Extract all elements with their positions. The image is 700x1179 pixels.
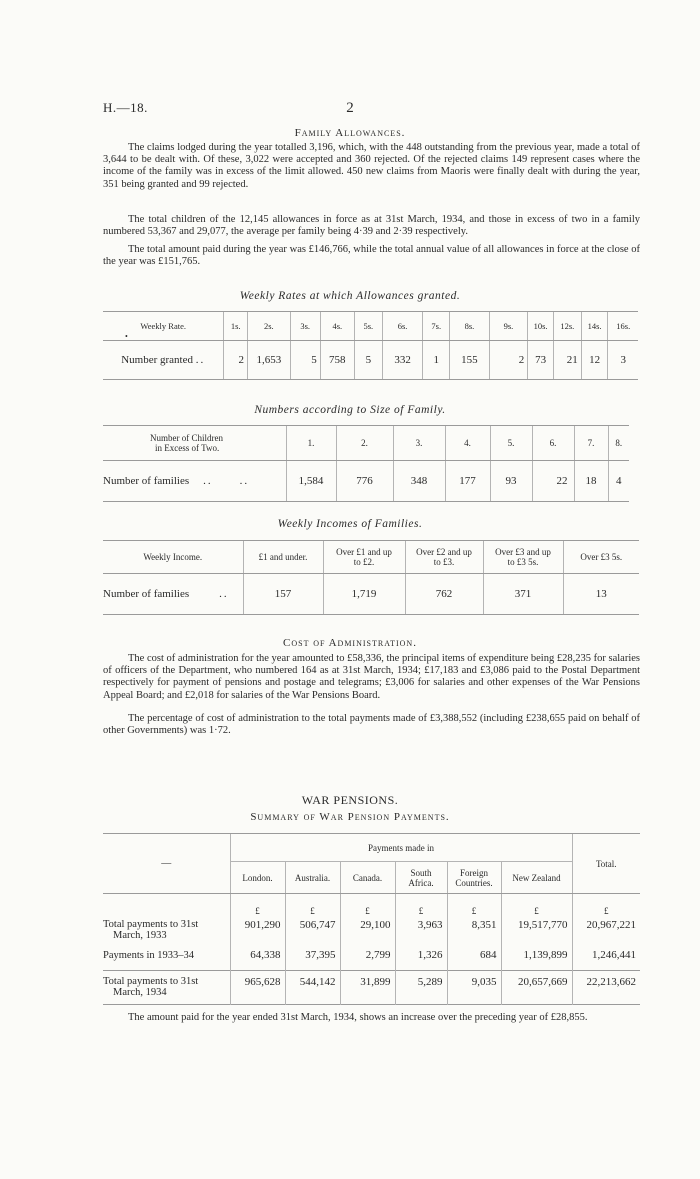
size-column-header: 1. (286, 426, 336, 461)
group-header-row (103, 834, 640, 862)
weekly-rates-title: Weekly Rates at which Allowances granted. (239, 290, 461, 302)
rate-column-header: 3s. (290, 312, 320, 341)
london-value: 901,290 (230, 916, 285, 941)
total-value: 1,246,441 (572, 941, 640, 971)
children-excess-header: Number of Children in Excess of Two. (103, 426, 286, 461)
war-pension-payments-table (103, 833, 640, 1005)
rate-value: 2 (224, 341, 248, 380)
new-zealand-header: New Zealand (501, 862, 572, 894)
rate-column-header: 2s. (247, 312, 290, 341)
page-number: 2 (346, 100, 354, 116)
row-label: Total payments to 31st March, 1934 (103, 976, 199, 998)
weekly-incomes-header-row (103, 541, 639, 574)
income-column-header: Over £1 and up to £2. (323, 541, 405, 574)
income-value: 762 (405, 574, 483, 615)
family-allowances-title: Family Allowances. (294, 127, 406, 139)
size-column-header: 7. (574, 426, 608, 461)
size-value: 1,584 (286, 461, 336, 502)
australia-header: Australia. (285, 862, 340, 894)
row-label: Total payments to 31st March, 1933 (103, 918, 199, 941)
london-value: 965,628 (230, 971, 285, 1005)
size-value: 93 (490, 461, 532, 502)
rate-value: 1,653 (247, 341, 290, 380)
table-row (103, 941, 640, 971)
rate-column-header: 9s. (489, 312, 528, 341)
rate-value: 5 (354, 341, 382, 380)
new-zealand-value: 1,139,899 (501, 941, 572, 971)
rate-value: 12 (581, 341, 608, 380)
foreign-countries-value: 8,351 (447, 916, 501, 941)
size-column-header: 4. (445, 426, 490, 461)
table-row (103, 916, 640, 941)
weekly-rates-header-row (103, 312, 638, 341)
weekly-incomes-data-row (103, 574, 639, 615)
war-pensions-subtitle: Summary of War Pension Payments. (250, 811, 450, 823)
total-header: Total. (572, 834, 640, 894)
income-column-header: Over £3 5s. (563, 541, 639, 574)
rate-column-header: 8s. (450, 312, 490, 341)
rate-value: 332 (382, 341, 423, 380)
war-pensions-title: WAR PENSIONS. (301, 793, 399, 807)
australia-value: 506,747 (285, 916, 340, 941)
number-of-families-label: Number of families .. (103, 574, 243, 615)
family-size-table (103, 425, 629, 502)
rate-value: 1 (423, 341, 450, 380)
total-value: 20,967,221 (572, 916, 640, 941)
australia-value: 544,142 (285, 971, 340, 1005)
size-column-header: 6. (532, 426, 574, 461)
currency-symbol: £ (395, 894, 447, 916)
rate-column-header: 7s. (423, 312, 450, 341)
rate-column-header: 6s. (382, 312, 423, 341)
weekly-incomes-title: Weekly Incomes of Families. (277, 518, 423, 530)
blank-header: — (103, 834, 230, 894)
number-granted-label: Number granted .. (103, 341, 224, 380)
new-zealand-value: 19,517,770 (501, 916, 572, 941)
size-value: 18 (574, 461, 608, 502)
rate-column-header: 5s. (354, 312, 382, 341)
rate-value: 5 (290, 341, 320, 380)
currency-symbol: £ (230, 894, 285, 916)
cost-of-administration-paragraph-2: The percentage of cost of administration to the total payments made of £3,388,552 (including £238,655 paid on behalf of other Governments) was 1·72. (103, 713, 640, 737)
weekly-rates-table (103, 311, 638, 380)
rate-value: 758 (320, 341, 354, 380)
row-label: Payments in 1933–34 (103, 949, 194, 961)
foreign-countries-value: 684 (447, 941, 501, 971)
income-value: 1,719 (323, 574, 405, 615)
weekly-rates-data-row (103, 341, 638, 380)
size-column-header: 5. (490, 426, 532, 461)
family-size-header-row (103, 426, 629, 461)
weekly-income-header: Weekly Income. (103, 541, 243, 574)
currency-symbol: £ (340, 894, 395, 916)
size-column-header: 8. (608, 426, 629, 461)
income-value: 157 (243, 574, 323, 615)
size-value: 776 (336, 461, 393, 502)
size-column-header: 3. (393, 426, 445, 461)
document-reference: H.—18. (103, 100, 148, 115)
size-value: 22 (532, 461, 574, 502)
rate-column-header: 16s. (608, 312, 638, 341)
australia-value: 37,395 (285, 941, 340, 971)
rate-value: 2 (489, 341, 528, 380)
foreign-countries-value: 9,035 (447, 971, 501, 1005)
weekly-rate-header: Weekly Rate. (103, 312, 224, 341)
currency-symbol: £ (285, 894, 340, 916)
foreign-countries-header: Foreign Countries. (447, 862, 501, 894)
currency-row (103, 894, 640, 916)
size-value: 177 (445, 461, 490, 502)
income-column-header: Over £2 and up to £3. (405, 541, 483, 574)
family-allowances-paragraph-1: The claims lodged during the year totalled 3,196, which, with the 448 outstanding from the previous year, made a total of 3,644 to be dealt with. Of these, 3,022 were accepted and 360 rejected. Of the rejected claims 149 represent cases where the income of the family was in excess of the limit allowed. 450 new claims from Maoris were finally dealt with during the year, 351 being granted and 99 rejected. (103, 142, 640, 190)
currency-symbol: £ (501, 894, 572, 916)
cost-of-administration-title: Cost of Administration. (283, 637, 417, 649)
weekly-incomes-table (103, 540, 639, 615)
family-size-data-row (103, 461, 629, 502)
rate-column-header: 1s. (224, 312, 248, 341)
cost-of-administration-paragraph-1: The cost of administration for the year amounted to £58,336, the principal items of expenditure being £28,235 for salaries of officers of the Department, who numbered 164 as at 31st March, 1934; £17,183 and £3,086 paid to the Postal Department respectively for payment of pensions and postage and telegrams; £3,006 for salaries and other expenses of the War Pensions Appeal Board; and £2,018 for salaries of the War Pensions Board. (103, 653, 640, 701)
rate-value: 3 (608, 341, 638, 380)
rate-column-header: 12s. (553, 312, 581, 341)
rate-column-header: 10s. (528, 312, 554, 341)
canada-value: 29,100 (340, 916, 395, 941)
size-value: 4 (608, 461, 629, 502)
rate-value: 21 (553, 341, 581, 380)
rate-value: 73 (528, 341, 554, 380)
canada-header: Canada. (340, 862, 395, 894)
london-header: London. (230, 862, 285, 894)
size-column-header: 2. (336, 426, 393, 461)
new-zealand-value: 20,657,669 (501, 971, 572, 1005)
south-africa-value: 3,963 (395, 916, 447, 941)
south-africa-value: 5,289 (395, 971, 447, 1005)
family-allowances-paragraph-2: The total children of the 12,145 allowances in force as at 31st March, 1934, and those in excess of two in a family numbered 53,367 and 29,077, the average per family being 4·39 and 2·39 respectively. (103, 214, 640, 238)
income-value: 13 (563, 574, 639, 615)
family-allowances-paragraph-3: The total amount paid during the year was £146,766, while the total annual value of all allowances in force at the close of the year was £151,765. (103, 244, 640, 268)
canada-value: 31,899 (340, 971, 395, 1005)
stray-mark: • (125, 332, 128, 341)
number-of-families-label: Number of families .. .. (103, 461, 286, 502)
war-pensions-closing-paragraph: The amount paid for the year ended 31st March, 1934, shows an increase over the preceding year of £28,855. (128, 1012, 588, 1023)
income-column-header: £1 and under. (243, 541, 323, 574)
london-value: 64,338 (230, 941, 285, 971)
south-africa-header: South Africa. (395, 862, 447, 894)
currency-symbol: £ (447, 894, 501, 916)
table-row (103, 971, 640, 1005)
family-size-title: Numbers according to Size of Family. (254, 404, 446, 416)
south-africa-value: 1,326 (395, 941, 447, 971)
rate-column-header: 14s. (581, 312, 608, 341)
income-value: 371 (483, 574, 563, 615)
size-value: 348 (393, 461, 445, 502)
income-column-header: Over £3 and up to £3 5s. (483, 541, 563, 574)
payments-made-in-header: Payments made in (230, 834, 572, 862)
total-value: 22,213,662 (572, 971, 640, 1005)
rate-column-header: 4s. (320, 312, 354, 341)
rate-value: 155 (450, 341, 490, 380)
canada-value: 2,799 (340, 941, 395, 971)
currency-symbol: £ (572, 894, 640, 916)
